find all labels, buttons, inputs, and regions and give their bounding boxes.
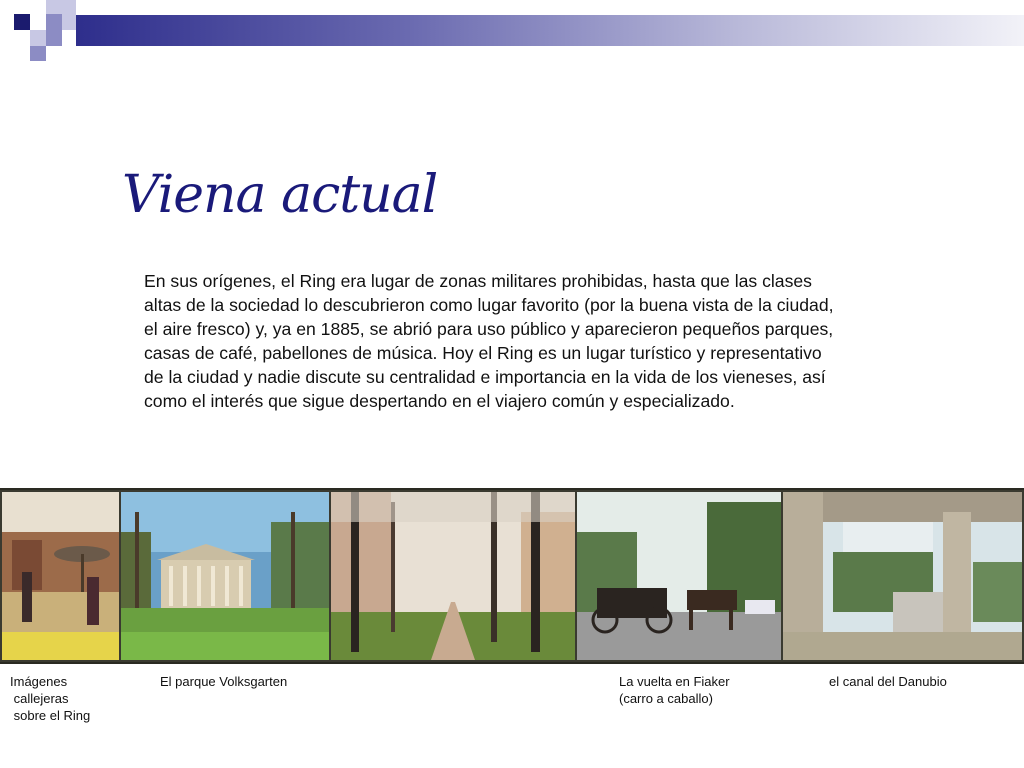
photo-volksgarten [121,492,329,660]
photo-danube-canal [783,492,1022,660]
header-square [46,14,62,30]
header-square [30,46,46,61]
slide-body-text: En sus orígenes, el Ring era lugar de zonas militares prohibidas, hasta que las clases altas de la sociedad lo descubrieron como lugar favorito (por la buena vista de la ciudad, el aire fresco) y, ya en 1885, se abrió para uso público y aparecieron pequeños parques, casas de café, pabellones de música. Hoy el Ring es un lugar turístico y representativo de la ciudad y nadie discute su centralidad e importancia en la vida de los vieneses, así como el interés que sigue despertando en el viajero común y especializado. [144,271,834,411]
caption-line: El parque Volksgarten [160,674,288,689]
photo-strip [0,488,1024,664]
header-square [62,14,76,30]
caption-danube-canal [829,673,947,690]
caption-line: Imágenes [10,674,68,689]
caption-line: callejeras [10,691,69,706]
header-square [14,14,30,30]
caption-fiaker [619,673,730,707]
caption-line: sobre el Ring [10,708,91,723]
header-square [30,30,46,46]
caption-volksgarten [160,673,287,690]
header-square [46,30,62,46]
header-gradient-bar [76,15,1024,46]
photo-fiaker [577,492,781,660]
slide-title: Viena actual [122,165,438,225]
caption-street-scenes [10,673,90,724]
caption-line: (carro a caballo) [619,691,713,706]
header-square [62,0,76,14]
photo-street-scenes [2,492,119,660]
caption-line: el canal del Danubio [829,674,947,689]
photo-ring-avenue [331,492,575,660]
caption-line: La vuelta en Fiaker [619,674,730,689]
header-square [46,0,62,14]
